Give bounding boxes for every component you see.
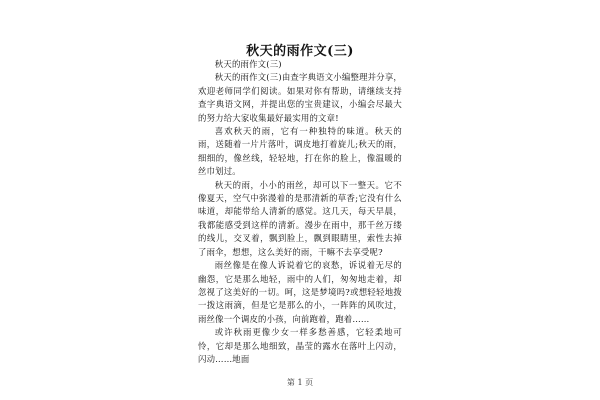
paragraph: 秋天的雨作文(三)由查字典语文小编整理并分享，欢迎老师同学们阅读。如果对你有帮助，请继续支持查字典语文网，并提出您的宝贵建议，小编会尽最大的努力给大家收集最好最实用的文章!: [198, 72, 402, 123]
paragraph: 雨丝像是在像人诉说着它的哀愁，诉说着无尽的幽怨，它是那么地轻，雨中的人们，匆匆地走着，却忽视了这美好的一切。呵，这是梦境吗?或想轻轻地拨一拨这雨滴，但是它是那么的小，一阵阵的风吹过，雨丝像一个调皮的小孩，向前跑着，跑着……: [198, 260, 402, 324]
document-body: [198, 58, 402, 366]
paragraph: 或许秋雨更像少女一样多愁善感，它轻柔地可怜，它却是那么地细致，晶莹的露水在落叶上闪动，闪动……地面: [198, 327, 402, 364]
page-number: 第 1 页: [286, 378, 314, 387]
paragraph-subtitle: 秋天的雨作文(三): [214, 59, 282, 69]
document-title: 秋天的雨作文(三): [246, 44, 354, 59]
paragraph: 秋天的雨，小小的雨丝，却可以下一整天。它不像夏天，空气中弥漫着的是那清新的草香;它没有什么味道，却能带给人清新的感觉。这几天，每天早晨，我都能感受到这样的清新。漫步在雨中，那千丝万缕的线儿，交叉着，飘到脸上，飘到眼睛里，索性去掉了雨伞，想想，这么美好的雨，干嘛不去享受呢?: [198, 179, 402, 257]
paragraph: 喜欢秋天的雨，它有一种独特的味道。秋天的雨，送随着一片片落叶，调皮地打着旋儿;秋天的雨，细细的，像丝线，轻轻地，打在你的脸上，像温暖的丝巾划过。: [198, 126, 402, 177]
